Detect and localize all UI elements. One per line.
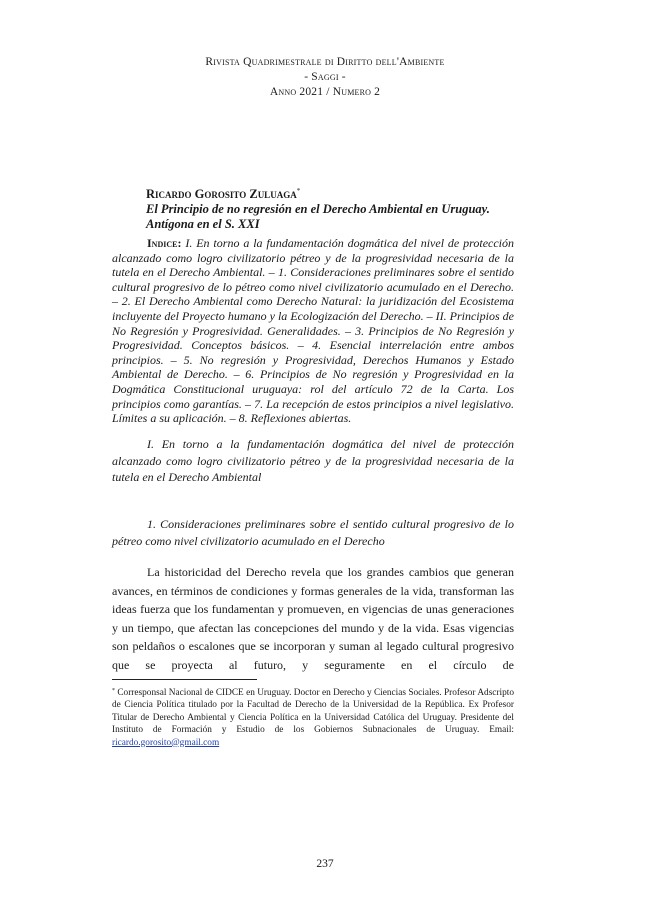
section-heading-1: I. En torno a la fundamentación dogmática del nivel de protección alcanzado como logro civilizatorio pétreo y de la progresividad necesaria de la tutela en el Derecho Ambiental bbox=[112, 437, 514, 484]
section-label: - Saggi - bbox=[304, 71, 346, 83]
index-label: Indice: bbox=[147, 236, 182, 250]
body-paragraph: La historicidad del Derecho revela que los grandes cambios que generan avances, en términos de condiciones y formas generales de la vida, transforman las ideas fuerza que los fundamentan y promueven, en vigencias de unas generaciones y un tiempo, que afectan las concepciones del mundo y de la vida. Esas vigencias son peldaños o escalones que se incorporan y suman al legado cultural progresivo que se proyecta al futuro, y seguramente en el círculo de bbox=[112, 565, 514, 672]
email-link[interactable]: ricardo.gorosito@gmail.com bbox=[112, 737, 220, 748]
footnote-divider bbox=[112, 679, 257, 680]
footnote bbox=[112, 685, 514, 749]
article-heading bbox=[146, 183, 526, 232]
article-title: El Principio de no regresión en el Derecho Ambiental en Uruguay. Antígona en el S. XXI bbox=[146, 202, 490, 231]
footnote-marker: * bbox=[112, 688, 115, 694]
issue-label: Anno 2021 / Numero 2 bbox=[269, 86, 381, 98]
journal-name: Rivista Quadrimestrale di Diritto dell'Ambiente bbox=[205, 56, 445, 68]
page-number: 237 bbox=[316, 858, 334, 870]
section-heading-2: 1. Consideraciones preliminares sobre el sentido cultural progresivo de lo pétreo como nivel civilizatorio acumulado en el Derecho bbox=[112, 517, 514, 548]
author-name: Ricardo Gorosito Zuluaga bbox=[146, 187, 297, 201]
author-footnote-marker[interactable]: * bbox=[296, 187, 301, 195]
running-header bbox=[0, 55, 650, 100]
index-text: I. En torno a la fundamentación dogmática del nivel de protección alcanzado como logro civilizatorio pétreo y de la progresividad necesaria de la tutela en el Derecho Ambiental. – 1. Consideraciones preliminares sobre el sentido cultural progresivo de lo pétreo como nivel civilizatorio acumulado en el Derecho. – 2. El Derecho Ambiental como Derecho Natural: la juridización del Ecosistema incluyente del Proyecto humano y la Ecologización del Derecho. – II. Principios de No Regresión y Progresividad. Generalidades. – 3. Principios de No Regresión y Progresividad. Conceptos básicos. – 4. Esencial interrelación entre ambos principios. – 5. No regresión y Progresividad, Derechos Humanos y Estado Ambiental de Derecho. – 6. Principios de No regresión y Progresividad en la Dogmática Constitucional uruguaya: rol del artículo 72 de la Carta. Los principios como garantías. – 7. La recepción de estos principios a nivel legislativo. Límites a su aplicación. – 8. Reflexiones abiertas. bbox=[112, 236, 515, 426]
footnote-text: Corresponsal Nacional de CIDCE en Uruguay. Doctor en Derecho y Ciencias Sociales. Profesor Adscripto de Ciencia Política titulado por la Facultad de Derecho de la Universidad de la República. Ex Profesor Titular de Derecho Ambiental y Ciencia Política en la Universidad Católica del Uruguay. Presidente del Instituto de Formación y Estudio de los Gobiernos Subnacionales de Uruguay. Email: bbox=[112, 688, 514, 736]
table-of-contents bbox=[112, 236, 514, 426]
author-line bbox=[146, 183, 526, 202]
